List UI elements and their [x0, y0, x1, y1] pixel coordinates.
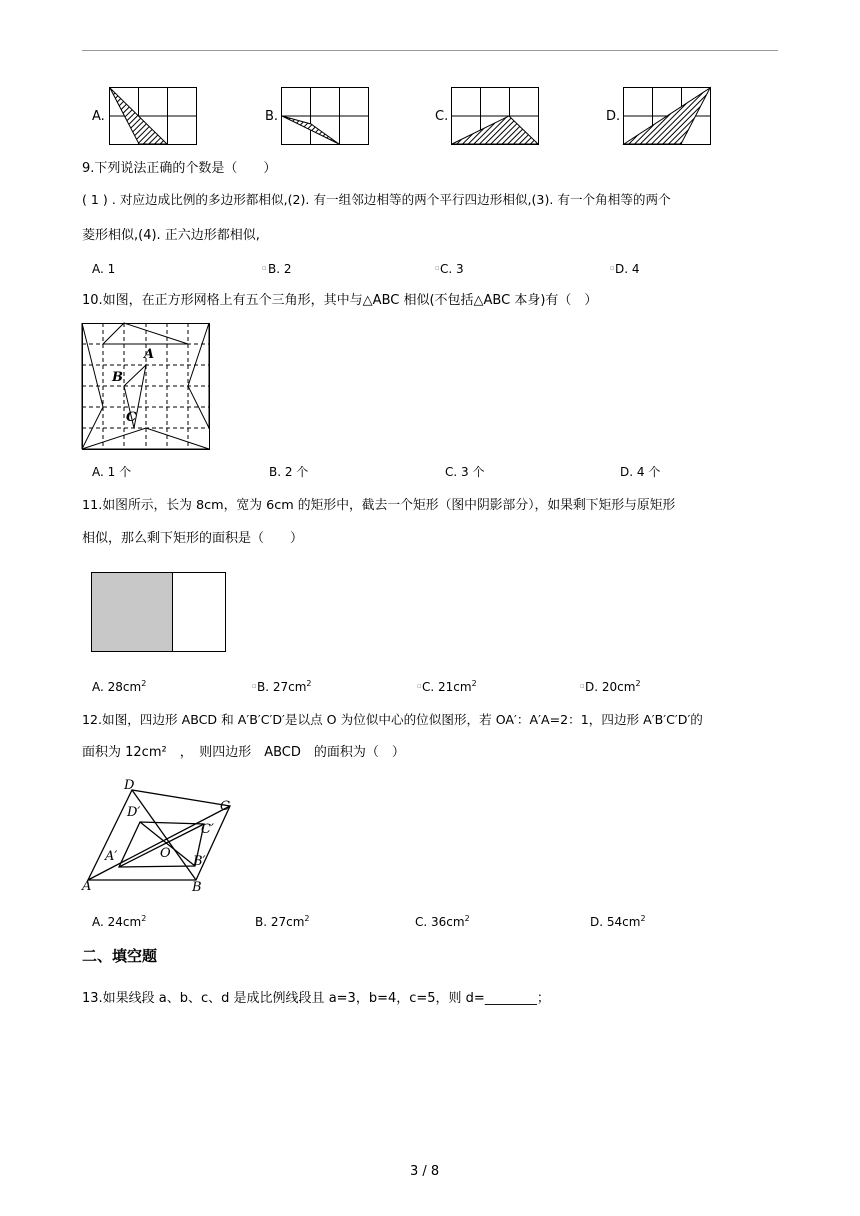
q9-dot-d: ▫ — [610, 264, 615, 272]
q8-figure-d — [623, 87, 711, 145]
q8-option-a-label: A. — [92, 109, 105, 124]
q10-grid-figure — [82, 323, 210, 450]
q11-option-d: D. $20cm^2$ — [585, 679, 641, 694]
q10-label-c: C — [126, 410, 137, 425]
q9-option-a: A. 1 — [92, 262, 116, 276]
q8-figure-c — [451, 87, 539, 145]
q9-line1: ( 1 ) . 对应边成比例的多边形都相似,(2). 有一组邻边相等的两个平行四边形相似,(3). 有一个角相等的两个 — [82, 192, 671, 207]
q12-label-b-prime: B′ — [193, 854, 206, 869]
q12-option-c: C. $36cm^2$ — [415, 914, 470, 929]
q12-label-b: B — [192, 880, 202, 895]
q12-label-d: D — [124, 778, 135, 793]
q8-option-c-label: C. — [435, 109, 449, 124]
q9-dot-c: ▫ — [435, 264, 440, 272]
q11-rectangle-figure — [91, 572, 227, 653]
q12-label-o: O — [160, 846, 171, 861]
q12-option-a: A. $24cm^2$ — [92, 914, 147, 929]
page-number: 3 / 8 — [410, 1164, 440, 1179]
q12-label-c: C — [220, 799, 230, 814]
q11-option-c: C. $21cm^2$ — [422, 679, 477, 694]
q10-stem: 10.如图，在正方形网格上有五个三角形，其中与△ABC 相似(不包括△ABC 本身)有（ ） — [82, 293, 598, 308]
q9-dot-b: ▫ — [262, 264, 267, 272]
q10-option-c: C. 3 个 — [445, 465, 485, 479]
q12-label-a-prime: A′ — [105, 849, 118, 864]
q11-option-a: A. $28cm^2$ — [92, 679, 147, 694]
q12-label-d-prime: D′ — [127, 805, 141, 820]
q11-line1: 11.如图所示，长为 8cm，宽为 6cm 的矩形中，截去一个矩形（图中阴影部分），如果剩下矩形与原矩形 — [82, 498, 676, 513]
q9-option-c: C. 3 — [440, 262, 464, 276]
q12-label-c-prime: C′ — [201, 822, 214, 837]
q10-option-d: D. 4 个 — [620, 465, 661, 479]
q10-option-b: B. 2 个 — [269, 465, 309, 479]
q9-option-d: D. 4 — [615, 262, 640, 276]
q11-dot-b: ▫ — [252, 682, 257, 690]
q12-label-a: A — [82, 879, 92, 894]
q11-dot-c: ▫ — [417, 682, 422, 690]
q12-line1: 12.如图，四边形 ABCD 和 A′B′C′D′是以点 O 为位似中心的位似图形，若 OA′：A′A=2：1，四边形 A′B′C′D′的 — [82, 712, 703, 727]
q11-option-b: B. $27cm^2$ — [257, 679, 312, 694]
q12-line2: 面积为 12cm² ， 则四边形 ABCD 的面积为（ ） — [82, 745, 405, 760]
q12-homothety-figure — [82, 780, 242, 896]
q13-stem: 13.如果线段 a、b、c、d 是成比例线段且 a=3，b=4，c=5，则 d=________； — [82, 991, 550, 1006]
q9-line2: 菱形相似,(4). 正六边形都相似, — [82, 228, 260, 243]
q9-option-b: B. 2 — [268, 262, 292, 276]
q12-option-d: D. $54cm^2$ — [590, 914, 646, 929]
q12-option-b: B. $27cm^2$ — [255, 914, 310, 929]
q11-line2: 相似，那么剩下矩形的面积是（ ） — [82, 531, 304, 546]
q10-label-a: A — [144, 347, 155, 362]
q8-figure-a — [109, 87, 197, 145]
q8-option-d-label: D. — [606, 109, 621, 124]
q11-dot-d: ▫ — [580, 682, 585, 690]
q9-stem: 9.下列说法正确的个数是（ ） — [82, 161, 277, 176]
q10-label-b: B — [112, 370, 123, 385]
section-title-fill-blank: 二、填空题 — [82, 947, 158, 965]
q8-figure-b — [281, 87, 369, 145]
header-rule — [82, 50, 778, 51]
q8-option-b-label: B. — [265, 109, 279, 124]
q10-option-a: A. 1 个 — [92, 465, 132, 479]
